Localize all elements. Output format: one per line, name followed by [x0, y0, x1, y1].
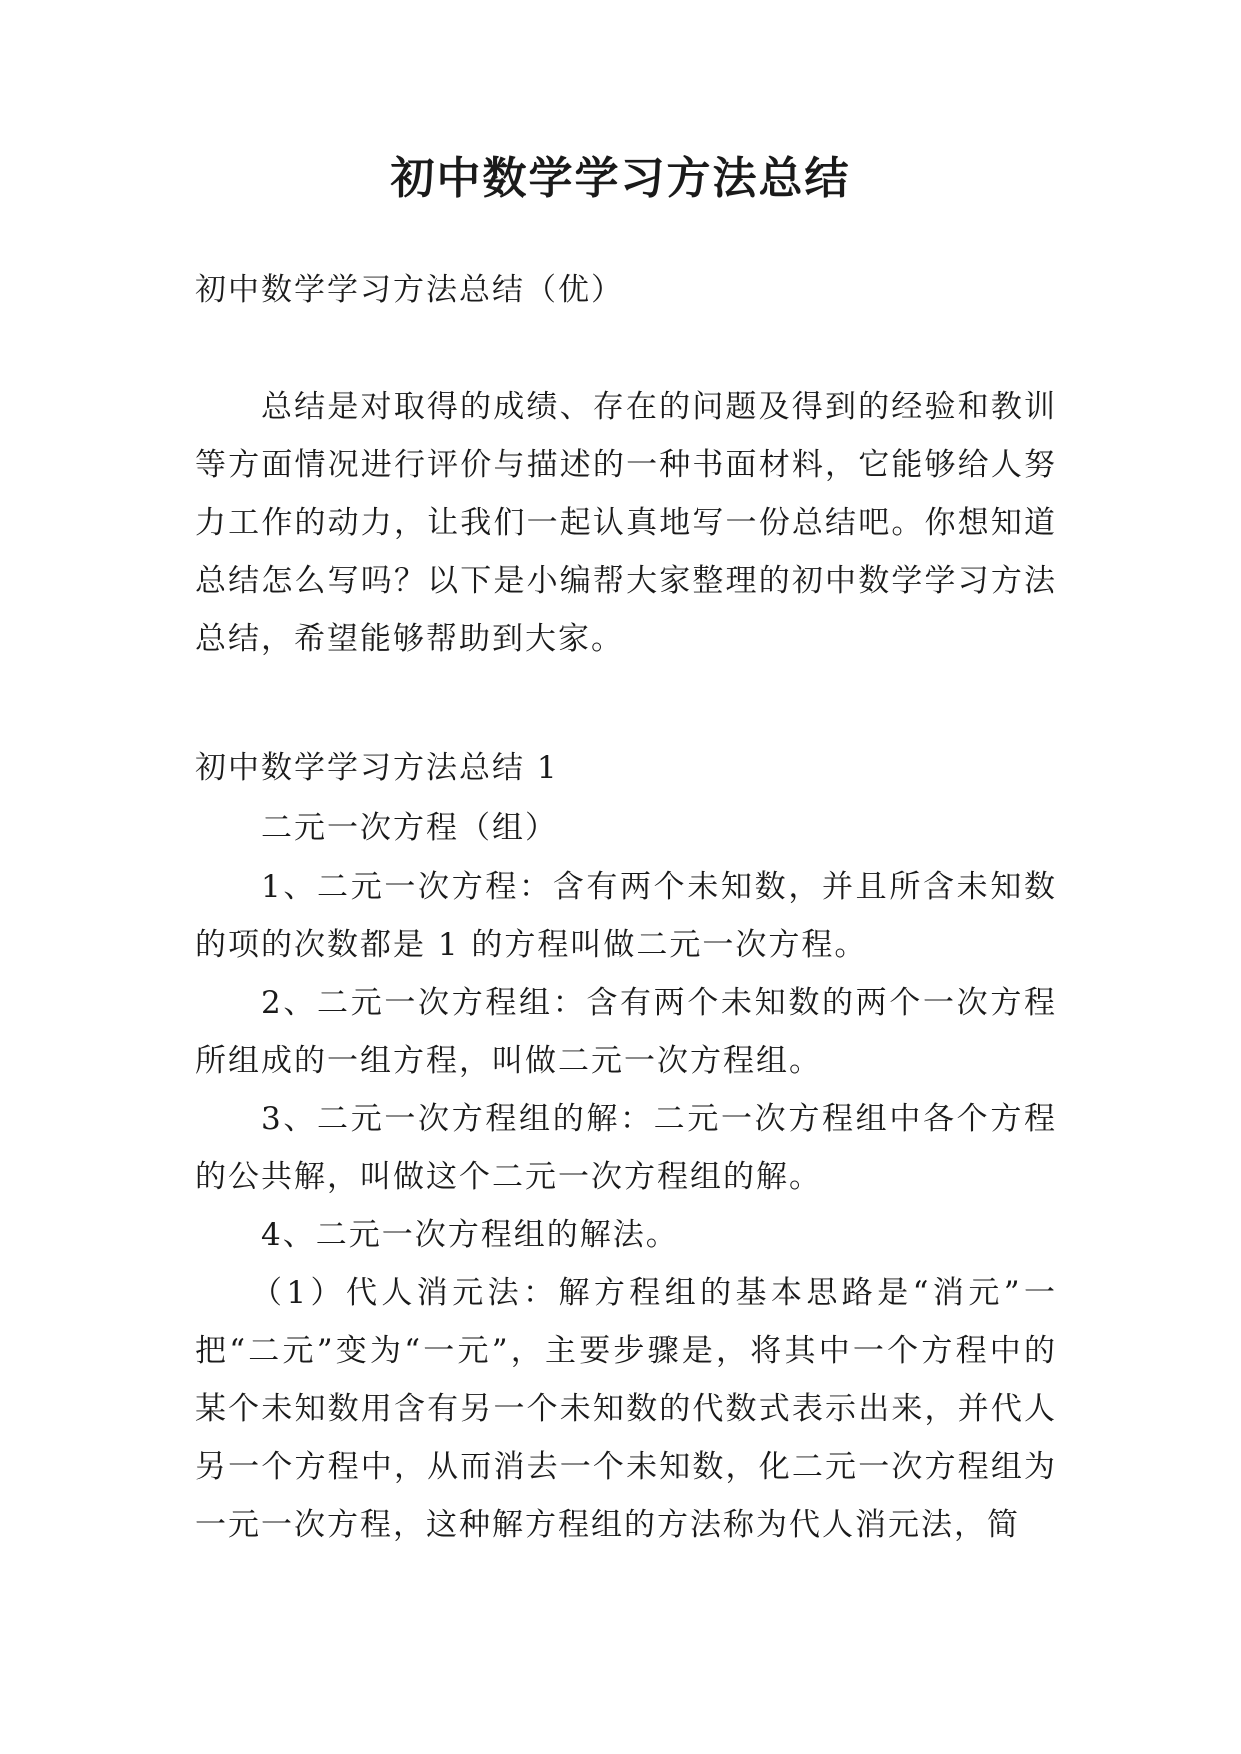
document-subtitle: 初中数学学习方法总结（优） [195, 272, 624, 308]
document-body [195, 260, 1057, 1554]
spacer [195, 320, 1057, 378]
intro-paragraph: 总结是对取得的成绩、存在的问题及得到的经验和教训等方面情况进行评价与描述的一种书面材料，它能够给人努力工作的动力，让我们一起认真地写一份总结吧。你想知道总结怎么写吗？以下是小编帮大家整理的初中数学学习方法总结，希望能够帮助到大家。 [195, 389, 1057, 657]
list-item: （1）代人消元法：解方程组的基本思路是“消元”一把“二元”变为“一元”，主要步骤是，将其中一个方程中的某个未知数用含有另一个未知数的代数式表示出来，并代人另一个方程中，从而消去一个未知数，化二元一次方程组为一元一次方程，这种解方程组的方法称为代人消元法，简 [195, 1275, 1057, 1543]
spacer [195, 668, 1057, 738]
list-item: 3、二元一次方程组的解：二元一次方程组中各个方程的公共解，叫做这个二元一次方程组的解。 [195, 1101, 1057, 1195]
list-item: 2、二元一次方程组：含有两个未知数的两个一次方程所组成的一组方程，叫做二元一次方程组。 [195, 985, 1057, 1079]
document-title: 初中数学学习方法总结 [390, 153, 851, 204]
list-item: 4、二元一次方程组的解法。 [261, 1217, 679, 1253]
list-item: 1、二元一次方程：含有两个未知数，并且所含未知数的项的次数都是 1 的方程叫做二元一次方程。 [195, 869, 1057, 963]
section-heading: 初中数学学习方法总结 1 [195, 750, 559, 786]
topic-heading: 二元一次方程（组） [261, 810, 558, 846]
